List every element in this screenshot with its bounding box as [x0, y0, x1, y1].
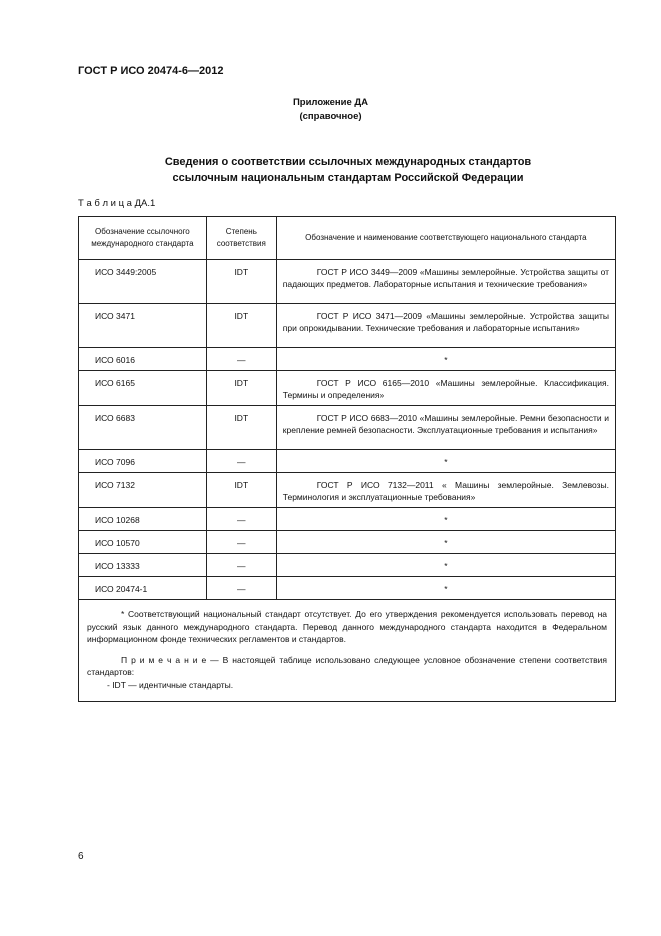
row-international-ref: ИСО 3471 [79, 304, 207, 348]
row-international-ref: ИСО 10570 [79, 531, 207, 554]
table-row [79, 508, 616, 531]
row-degree: — [206, 348, 276, 371]
row-national-standard: * [276, 508, 615, 531]
row-national-standard: * [276, 531, 615, 554]
row-national-standard: ГОСТ Р ИСО 3471—2009 «Машины землеройные. Устройства защиты при опрокидывании. Технические требования и лабораторные испытания» [276, 304, 615, 348]
appendix-title: Приложение ДА [292, 97, 369, 108]
header-national-standard: Обозначение и наименование соответствующего национального стандарта [276, 217, 615, 260]
row-national-standard: ГОСТ Р ИСО 7132—2011 « Машины землеройные. Землевозы. Терминология и эксплуатационные требования» [276, 473, 615, 508]
row-international-ref: ИСО 20474-1 [79, 577, 207, 600]
row-degree: IDT [206, 473, 276, 508]
header-degree [206, 217, 276, 260]
row-national-standard: * [276, 554, 615, 577]
row-degree: — [206, 531, 276, 554]
table-row [79, 473, 616, 508]
section-title [78, 154, 618, 186]
header-col1-line1: Обозначение ссылочного [95, 227, 190, 236]
note-item: - IDT — идентичные стандарты. [107, 679, 234, 690]
table-row [79, 554, 616, 577]
table-row [79, 450, 616, 473]
row-degree: — [206, 577, 276, 600]
row-degree: — [206, 508, 276, 531]
section-title-line-1: Сведения о соответствии ссылочных международных стандартов [164, 156, 532, 168]
row-degree: — [206, 450, 276, 473]
row-international-ref: ИСО 7096 [79, 450, 207, 473]
row-national-standard: * [276, 348, 615, 371]
note-label: П р и м е ч а н и е [121, 654, 207, 665]
section-title-line-2: ссылочным национальным стандартам Российской Федерации [172, 172, 524, 184]
row-international-ref: ИСО 6165 [79, 371, 207, 406]
correspondence-table [78, 216, 616, 702]
row-degree: IDT [206, 406, 276, 450]
header-col1-line2: международного стандарта [91, 239, 194, 248]
row-degree: IDT [206, 304, 276, 348]
row-international-ref: ИСО 6016 [79, 348, 207, 371]
row-degree: IDT [206, 371, 276, 406]
table-caption-id: ДА.1 [134, 198, 156, 209]
row-national-standard: * [276, 450, 615, 473]
header-col2-line2: соответствия [216, 239, 266, 248]
row-degree: — [206, 554, 276, 577]
row-national-standard: ГОСТ Р ИСО 6683—2010 «Машины землеройные. Ремни безопасности и крепление ремней безопасности. Эксплуатационные требования и испытания» [276, 406, 615, 450]
row-international-ref: ИСО 6683 [79, 406, 207, 450]
document-code: ГОСТ Р ИСО 20474-6—2012 [78, 65, 224, 77]
appendix-type: (справочное) [299, 111, 362, 122]
row-international-ref: ИСО 13333 [79, 554, 207, 577]
table-row [79, 260, 616, 304]
table-row [79, 406, 616, 450]
table-row [79, 304, 616, 348]
table-notes-row [79, 600, 616, 702]
footnote: * Соответствующий национальный стандарт отсутствует. До его утверждения рекомендуется использовать перевод на русский язык данного международного стандарта. Перевод данного международного стандарта находится в Федеральном информационном фонде технических регламентов и стандартов. [87, 609, 607, 644]
page-number: 6 [78, 851, 84, 862]
table-header-row [79, 217, 616, 260]
table-row [79, 348, 616, 371]
table-caption [78, 198, 155, 209]
row-international-ref: ИСО 7132 [79, 473, 207, 508]
header-international-standard [79, 217, 207, 260]
table-caption-prefix: Т а б л и ц а [78, 198, 132, 209]
table-row [79, 577, 616, 600]
row-national-standard: ГОСТ Р ИСО 3449—2009 «Машины землеройные. Устройства защиты от падающих предметов. Лабораторные испытания и технические требования» [276, 260, 615, 304]
row-degree: IDT [206, 260, 276, 304]
row-national-standard: ГОСТ Р ИСО 6165—2010 «Машины землеройные. Классификация. Термины и определения» [276, 371, 615, 406]
table-row [79, 531, 616, 554]
row-international-ref: ИСО 10268 [79, 508, 207, 531]
header-col2-line1: Степень [225, 227, 257, 236]
table-row [79, 371, 616, 406]
note [87, 654, 607, 679]
table-notes [79, 600, 616, 702]
note-text: — В настоящей таблице использовано следующее условное обозначение степени соответствия стандартов: [87, 654, 607, 677]
appendix-heading [0, 96, 661, 124]
row-national-standard: * [276, 577, 615, 600]
row-international-ref: ИСО 3449:2005 [79, 260, 207, 304]
